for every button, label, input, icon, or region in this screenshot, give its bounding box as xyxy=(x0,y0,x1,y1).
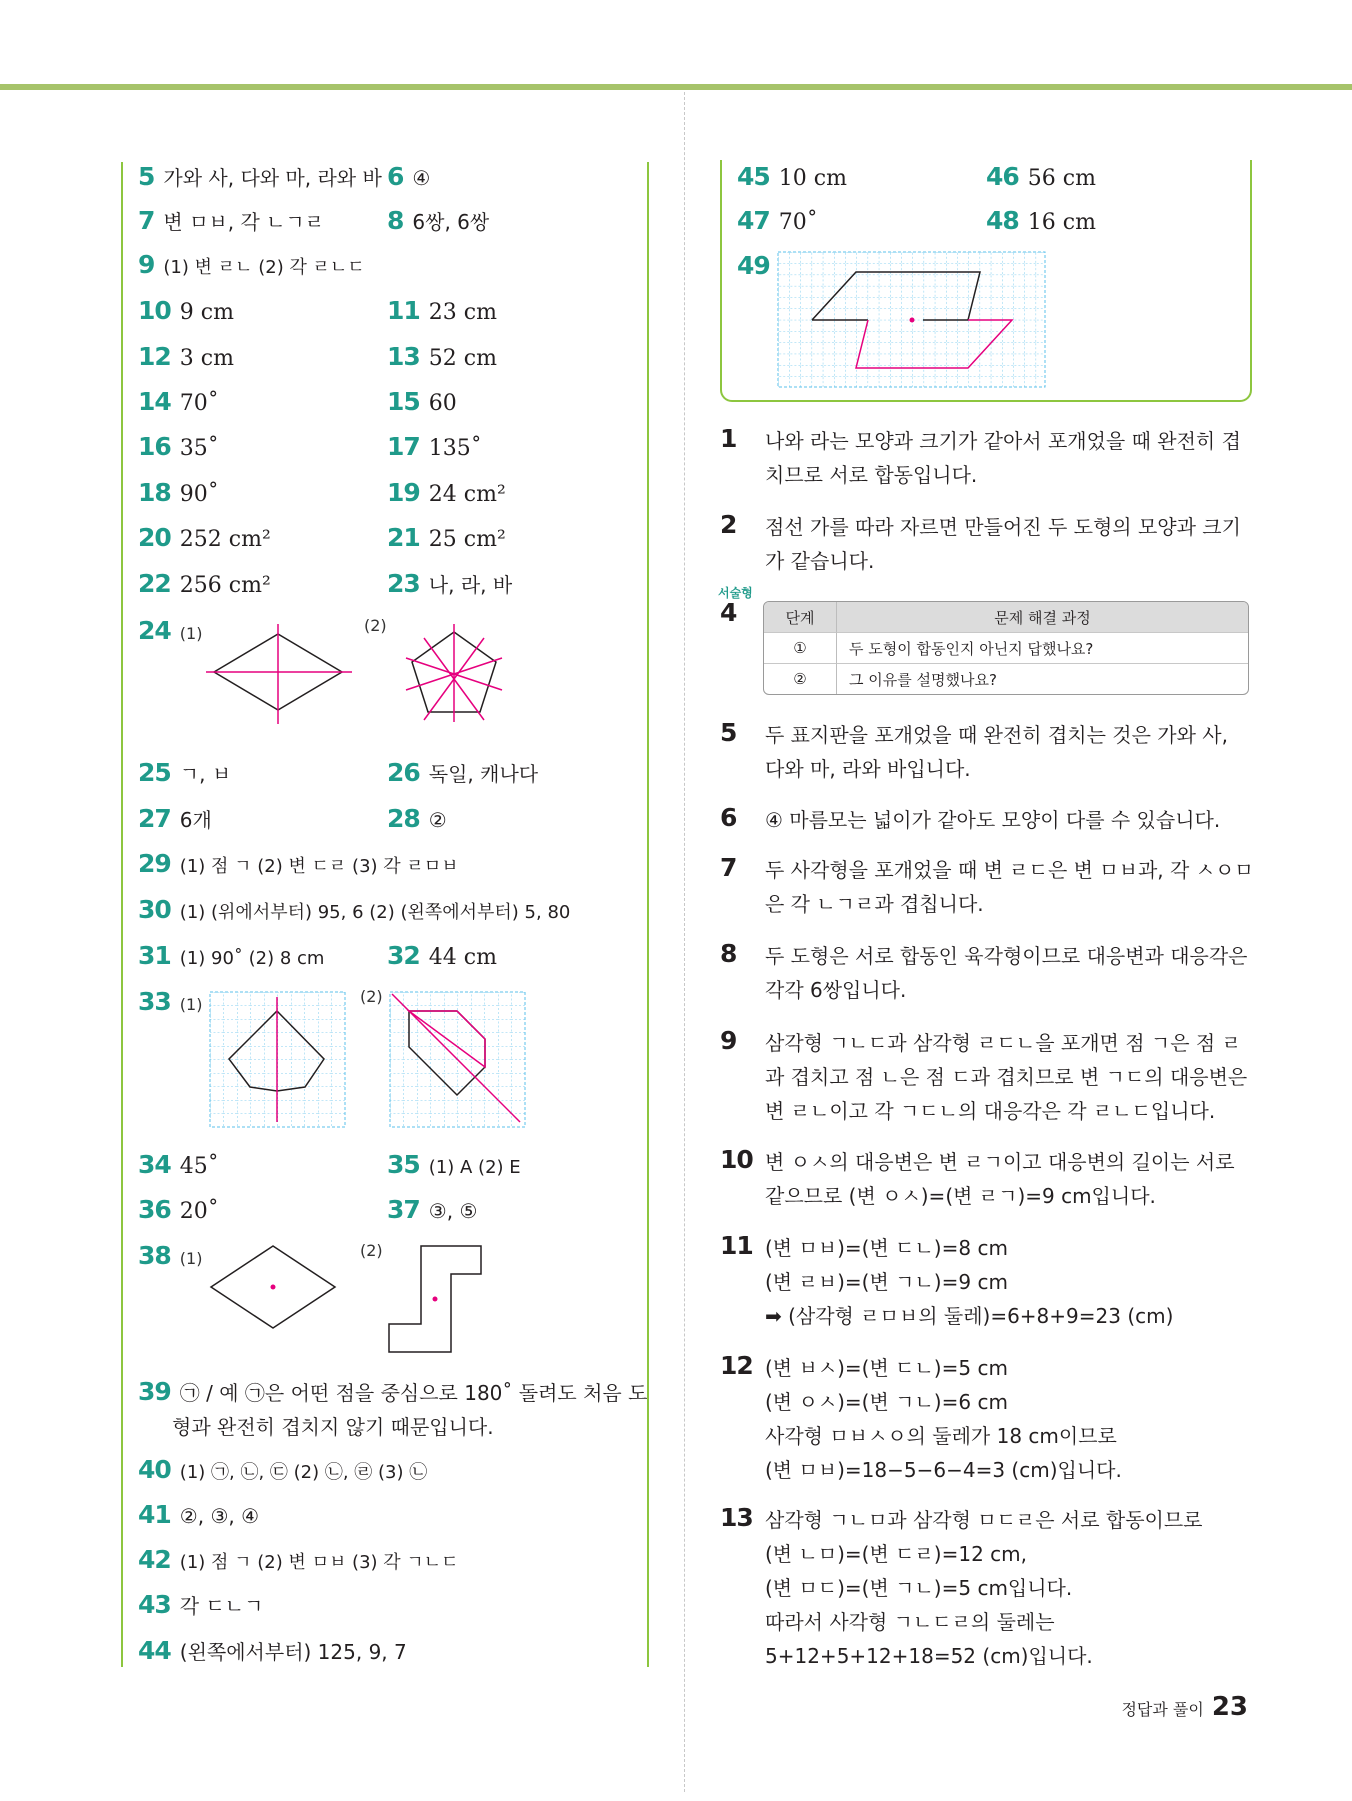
answer-16: 16 35˚ xyxy=(138,432,219,461)
rubric-head-process: 문제 해결 과정 xyxy=(837,602,1248,632)
top-rule xyxy=(0,84,1352,90)
figure-38-1-rhombus xyxy=(205,1240,345,1335)
answer-10: 10 9 cm xyxy=(138,296,234,325)
figure-33-2-grid xyxy=(390,992,525,1127)
explanation-2: 2 점선 가를 따라 자르면 만들어진 두 도형의 모양과 크기 가 같습니다. xyxy=(720,510,1241,573)
footer-label: 정답과 풀이 xyxy=(1121,1700,1204,1719)
answer-33: 33 (1) xyxy=(138,987,203,1016)
answer-39-line2: 형과 완전히 겹치지 않기 때문입니다. xyxy=(172,1415,494,1439)
answer-12: 12 3 cm xyxy=(138,342,234,371)
rubric-step-2: ② xyxy=(764,663,837,694)
answer-15: 15 60 xyxy=(387,387,457,416)
rubric-text-2: 그 이유를 설명했나요? xyxy=(837,663,1248,694)
left-column-rule-right xyxy=(647,162,649,1667)
answer-31: 31 (1) 90˚ (2) 8 cm xyxy=(138,941,325,970)
figure-24-1-rhombus xyxy=(200,620,360,730)
explanation-5: 5 두 표지판을 포개었을 때 완전히 겹치는 것은 가와 사, 다와 마, 라와 바입니다. xyxy=(720,718,1228,781)
figure-49-grid xyxy=(778,252,1046,388)
answer-22: 22 256 cm² xyxy=(138,569,271,598)
answer-27: 27 6개 xyxy=(138,804,212,833)
answer-5: 5 가와 사, 다와 마, 라와 바 xyxy=(138,162,382,191)
answer-20: 20 252 cm² xyxy=(138,523,271,552)
figure-24-2-pentagon xyxy=(384,620,524,730)
answer-18: 18 90˚ xyxy=(138,478,219,507)
answer-11: 11 23 cm xyxy=(387,296,497,325)
answer-33-part2: (2) xyxy=(360,987,383,1006)
explanation-1: 1 나와 라는 모양과 크기가 같아서 포개었을 때 완전히 겹 치므로 서로 합동입니다. xyxy=(720,424,1241,487)
answer-40: 40 (1) ㉠, ㉡, ㉢ (2) ㉡, ㉣ (3) ㉡ xyxy=(138,1455,428,1484)
answer-14: 14 70˚ xyxy=(138,387,219,416)
explanation-9: 9 삼각형 ㄱㄴㄷ과 삼각형 ㄹㄷㄴ을 포개면 점 ㄱ은 점 ㄹ 과 겹치고 점 ㄴ은 점 ㄷ과 겹치므로 변 ㄱㄷ의 대응변은 변 ㄹㄴ이고 각 ㄱㄷㄴ의 대응각은 각 ㄹㄴㄷ입니다. xyxy=(720,1026,1248,1123)
answer-34: 34 45˚ xyxy=(138,1150,219,1179)
rubric-head-step: 단계 xyxy=(764,602,837,632)
explanation-10: 10 변 ㅇㅅ의 대응변은 변 ㄹㄱ이고 대응변의 길이는 서로 같으므로 (변 ㅇㅅ)=(변 ㄹㄱ)=9 cm입니다. xyxy=(720,1145,1235,1208)
answer-49: 49 xyxy=(737,251,770,280)
answer-24-part2: (2) xyxy=(364,616,387,635)
figure-33-1-grid xyxy=(210,992,345,1127)
explanation-12: 12 (변 ㅂㅅ)=(변 ㄷㄴ)=5 cm (변 ㅇㅅ)=(변 ㄱㄴ)=6 cm 사각형 ㅁㅂㅅㅇ의 둘레가 18 cm이므로 (변 ㅁㅂ)=18−5−6−4=3 (cm)입니다. xyxy=(720,1351,1122,1482)
explanation-7: 7 두 사각형을 포개었을 때 변 ㄹㄷ은 변 ㅁㅂ과, 각 ㅅㅇㅁ 은 각 ㄴㄱㄹ과 겹칩니다. xyxy=(720,853,1254,916)
page-footer xyxy=(1121,1692,1248,1722)
answer-25: 25 ㄱ, ㅂ xyxy=(138,758,232,787)
answer-7: 7 변 ㅁㅂ, 각 ㄴㄱㄹ xyxy=(138,206,325,235)
answer-30: 30 (1) (위에서부터) 95, 6 (2) (왼쪽에서부터) 5, 80 xyxy=(138,895,571,924)
answer-26: 26 독일, 캐나다 xyxy=(387,758,539,787)
answer-46: 46 56 cm xyxy=(986,162,1096,191)
answer-13: 13 52 cm xyxy=(387,342,497,371)
answer-36: 36 20˚ xyxy=(138,1195,219,1224)
explanation-8: 8 두 도형은 서로 합동인 육각형이므로 대응변과 대응각은 각각 6쌍입니다. xyxy=(720,939,1248,1002)
answer-39: 39 ㉠ / 예 ㉠은 어떤 점을 중심으로 180˚ 돌려도 처음 도 xyxy=(138,1377,648,1406)
figure-38-2-shape xyxy=(385,1240,485,1355)
answer-21: 21 25 cm² xyxy=(387,523,506,552)
answer-42: 42 (1) 점 ㄱ (2) 변 ㅁㅂ (3) 각 ㄱㄴㄷ xyxy=(138,1545,459,1574)
answer-17: 17 135˚ xyxy=(387,432,482,461)
left-column-rule xyxy=(121,162,123,1667)
answer-37: 37 ③, ⑤ xyxy=(387,1195,478,1224)
answer-32: 32 44 cm xyxy=(387,941,497,970)
answer-41: 41 ②, ③, ④ xyxy=(138,1500,260,1529)
answer-24: 24 (1) xyxy=(138,616,203,645)
answer-43: 43 각 ㄷㄴㄱ xyxy=(138,1590,264,1619)
rubric-text-1: 두 도형이 합동인지 아닌지 답했나요? xyxy=(837,632,1248,663)
essay-tag: 서술형 xyxy=(718,586,753,600)
rubric-step-1: ① xyxy=(764,632,837,663)
answer-35: 35 (1) A (2) E xyxy=(387,1150,521,1179)
answer-19: 19 24 cm² xyxy=(387,478,506,507)
answer-38: 38 (1) xyxy=(138,1241,203,1270)
page-number: 23 xyxy=(1211,1692,1248,1722)
explanation-11: 11 (변 ㅁㅂ)=(변 ㄷㄴ)=8 cm (변 ㄹㅂ)=(변 ㄱㄴ)=9 cm ➡ (삼각형 ㄹㅁㅂ의 둘레)=6+8+9=23 (cm) xyxy=(720,1231,1174,1328)
answer-47: 47 70˚ xyxy=(737,206,818,235)
answer-9: 9 (1) 변 ㄹㄴ (2) 각 ㄹㄴㄷ xyxy=(138,250,365,279)
answer-38-part2: (2) xyxy=(360,1241,383,1260)
rubric-table xyxy=(763,601,1249,695)
column-divider xyxy=(684,92,685,1792)
explanation-13: 13 삼각형 ㄱㄴㅁ과 삼각형 ㅁㄷㄹ은 서로 합동이므로 (변 ㄴㅁ)=(변 ㄷㄹ)=12 cm, (변 ㅁㄷ)=(변 ㄱㄴ)=5 cm입니다. 따라서 사각형 ㄱㄴㄷㄹ의 둘레는 5+12+5+12+18=52 (cm)입니다. xyxy=(720,1503,1203,1668)
answer-28: 28 ② xyxy=(387,804,447,833)
answer-8: 8 6쌍, 6쌍 xyxy=(387,206,490,235)
answer-29: 29 (1) 점 ㄱ (2) 변 ㄷㄹ (3) 각 ㄹㅁㅂ xyxy=(138,849,459,878)
explanation-6: 6 ④ 마름모는 넓이가 같아도 모양이 다를 수 있습니다. xyxy=(720,803,1221,832)
answer-44: 44 (왼쪽에서부터) 125, 9, 7 xyxy=(138,1636,407,1665)
answer-6: 6 ④ xyxy=(387,162,431,191)
answer-45: 45 10 cm xyxy=(737,162,847,191)
answer-48: 48 16 cm xyxy=(986,206,1096,235)
answer-23: 23 나, 라, 바 xyxy=(387,569,513,598)
